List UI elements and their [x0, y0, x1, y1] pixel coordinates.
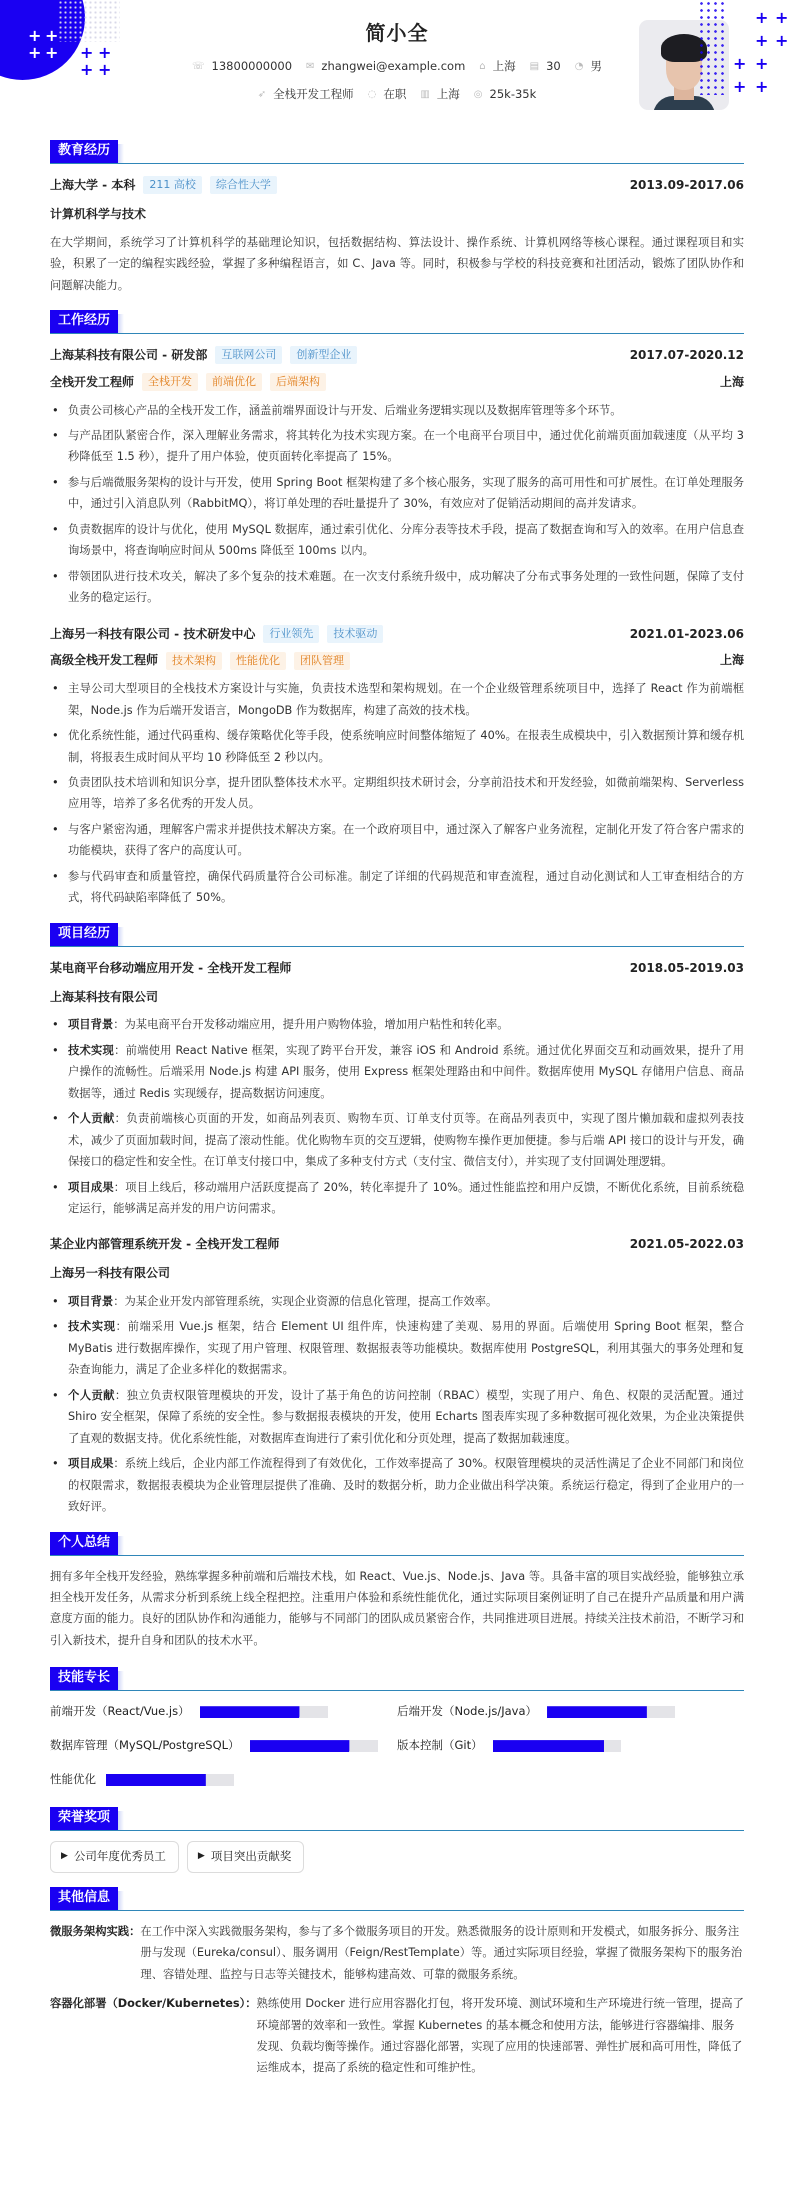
list-item: [50, 1177, 744, 1220]
candidate-name: 简小全: [365, 21, 429, 45]
plus-icon: +: [98, 43, 112, 62]
awards-list: [50, 1841, 744, 1873]
plus-icon: +: [80, 43, 94, 62]
tag: 创新型企业: [290, 346, 357, 364]
phone-text: 13800000000: [211, 59, 293, 73]
bullet-label: 个人贡献: [68, 1112, 115, 1126]
bullet-text: ：为某企业开发内部管理系统，实现企业资源的信息化管理，提高工作效率。: [113, 1295, 498, 1309]
skill-label: 性能优化: [50, 1772, 96, 1787]
plus-icon: +: [755, 31, 769, 50]
bullet-label: 项目成果: [68, 1457, 114, 1471]
project-company: 上海另一科技有限公司: [50, 1266, 171, 1281]
company-name: 上海另一科技有限公司 - 技术研发中心: [50, 626, 256, 641]
bullet-list: [50, 1291, 744, 1518]
skill-bar-fill: [493, 1740, 604, 1752]
work-entry: [50, 623, 744, 909]
position-icon: ➶: [257, 89, 267, 101]
tag: 技术架构: [166, 652, 222, 670]
plus-icon: +: [755, 8, 769, 27]
skill-label: 数据库管理（MySQL/PostgreSQL）: [50, 1738, 240, 1753]
plus-icon: +: [775, 8, 789, 27]
skill-bar: [547, 1706, 675, 1718]
bullet-list: [50, 1014, 744, 1219]
section-title: 技能专长: [50, 1667, 118, 1690]
education-description: 在大学期间，系统学习了计算机科学的基础理论知识，包括数据结构、算法设计、操作系统、计算机网络等核心课程。通过课程项目和实验，积累了一定的编程实践经验，掌握了多种编程语言，如 C、Java 等。同时，积极参与学校的科技竞赛和社团活动，锻炼了团队协作和问题解决能力。: [50, 235, 744, 292]
education-section: [50, 140, 744, 296]
work-location: 上海: [719, 374, 744, 389]
bullet-label: 项目成果: [68, 1180, 114, 1194]
phone-item: [192, 56, 292, 78]
summary-section: [50, 1532, 744, 1652]
location-item: [479, 56, 515, 78]
list-item: [50, 1316, 744, 1380]
tag: 互联网公司: [215, 346, 282, 364]
list-item: • 与客户紧密沟通，理解客户需求并提供技术解决方案。在一个政府项目中，通过深入了解客户业务流程，定制化开发了符合客户需求的功能模块，获得了客户的高度认可。: [50, 819, 744, 862]
skills-grid: [50, 1701, 744, 1791]
skill-item: [50, 1735, 397, 1757]
section-title: 教育经历: [50, 140, 118, 163]
plus-icon: +: [45, 26, 59, 45]
bullet-label: 项目背景: [68, 1018, 114, 1032]
phone-icon: ☏: [192, 61, 205, 73]
bullet-label: 个人贡献: [68, 1388, 115, 1402]
bullet-text: ：项目上线后，移动端用户活跃度提高了 20%，转化率提升了 10%。通过性能监控和用户反馈，不断优化系统，目前系统稳定运行，能够满足高并发的用户访问需求。: [68, 1180, 744, 1215]
tag: 团队管理: [294, 652, 350, 670]
list-item: • 参与后端微服务架构的设计与开发，使用 Spring Boot 框架构建了多个核心服务，实现了服务的高可用性和可扩展性。在订单处理服务中，通过引入消息队列（RabbitMQ），将订单处理的吞吐量提升了 30%，有效应对了促销活动期间的高并发请求。: [50, 472, 744, 515]
section-title: 个人总结: [50, 1532, 118, 1555]
project-company: 上海某科技有限公司: [50, 989, 159, 1004]
age-item: [530, 56, 561, 78]
major: 计算机科学与技术: [50, 206, 147, 221]
plus-icon: +: [733, 54, 747, 73]
skill-bar: [250, 1740, 378, 1752]
bullet-text: ：负责前端核心页面的开发，如商品列表页、购物车页、订单支付页等。在商品列表页中，实现了图片懒加载和虚拟列表技术，减少了页面加载时间，提高了滚动性能。优化购物车页的交互逻辑，使购物车操作更加便捷。参与后端 API 接口的设计与开发，确保接口的稳定性和安全性。在订单支付接口中，集成了多种支付方式（支付宝、微信支付），并实现了支付回调处理逻辑。: [68, 1112, 744, 1169]
work-entry: [50, 344, 744, 609]
location-text: 上海: [492, 59, 516, 73]
bullet-label: 技术实现: [68, 1320, 116, 1334]
tag: 行业领先: [263, 625, 319, 643]
work-section: [50, 310, 744, 909]
gender-item: [575, 56, 602, 78]
list-item: [50, 1385, 744, 1449]
list-item: [50, 1108, 744, 1172]
skill-bar-fill: [547, 1706, 647, 1718]
tag: 前端优化: [206, 373, 262, 391]
status-icon: ◌: [367, 89, 377, 101]
plus-icon: +: [733, 77, 747, 96]
decorative-dots: [698, 0, 728, 95]
mail-icon: ✉: [306, 61, 315, 73]
tag: 后端架构: [270, 373, 326, 391]
tag: 211 高校: [143, 176, 202, 194]
age-text: 30: [546, 59, 561, 73]
skill-bar-fill: [250, 1740, 350, 1752]
city-text: 上海: [436, 87, 460, 101]
list-item: • 优化系统性能，通过代码重构、缓存策略优化等手段，使系统响应时间整体缩短了 40%。在报表生成模块中，引入数据预计算和缓存机制，将报表生成时间从平均 10 秒降低至 2 秒以内。: [50, 725, 744, 768]
gender-text: 男: [590, 59, 602, 73]
award-item: [187, 1841, 304, 1873]
skill-item: [397, 1701, 744, 1723]
list-item: • 负责团队技术培训和知识分享，提升团队整体技术水平。定期组织技术研讨会，分享前沿技术和开发经验，如微前端架构、Serverless 应用等，培养了多名优秀的开发人员。: [50, 772, 744, 815]
skill-item: [50, 1769, 397, 1791]
list-item: • 负责数据库的设计与优化，使用 MySQL 数据库，通过索引优化、分库分表等技术手段，提高了数据查询和写入的效率。在用户信息查询场景中，将查询响应时间从 500ms 降低至 100ms 以内。: [50, 519, 744, 562]
skill-item: [50, 1701, 397, 1723]
email-text: zhangwei@example.com: [321, 59, 466, 73]
skill-bar: [106, 1774, 234, 1786]
awards-section: [50, 1807, 744, 1873]
skill-label: 后端开发（Node.js/Java）: [397, 1704, 538, 1719]
skills-section: [50, 1667, 744, 1791]
award-label: 项目突出贡献奖: [210, 1848, 292, 1863]
section-title: 其他信息: [50, 1887, 118, 1910]
triangle-right-icon: ▶: [61, 1851, 68, 1862]
city-icon: ▥: [420, 89, 430, 101]
skill-item: [397, 1735, 744, 1757]
projects-section: [50, 923, 744, 1518]
age-icon: ▤: [529, 61, 540, 73]
skill-bar-fill: [106, 1774, 206, 1786]
project-entry: [50, 1233, 744, 1517]
other-info-item: [50, 1993, 744, 2079]
award-label: 公司年度优秀员工: [73, 1848, 166, 1863]
gender-icon: ◔: [574, 61, 584, 73]
tag: 技术驱动: [327, 625, 383, 643]
skill-label: 前端开发（React/Vue.js）: [50, 1704, 190, 1719]
position-item: [258, 84, 354, 106]
position-text: 全栈开发工程师: [273, 87, 354, 101]
tag: 综合性大学: [210, 176, 277, 194]
project-name: 某电商平台移动端应用开发 - 全栈开发工程师: [50, 960, 292, 975]
bullet-text: ：前端使用 React Native 框架，实现了跨平台开发，兼容 iOS 和 Android 系统。通过优化界面交互和动画效果，提升了用户操作的流畅性。后端采用 Node.js 构建 API 服务，使用 Express 框架处理路由和中间件。数据库使用 MySQL 存储用户信息、商品数据等，通过 Redis 实现缓存，提高数据访问速度。: [68, 1043, 744, 1100]
tag: 性能优化: [230, 652, 286, 670]
plus-icon: +: [755, 77, 769, 96]
other-info-item: [50, 1921, 744, 1985]
plus-icon: +: [45, 43, 59, 62]
section-title: 项目经历: [50, 923, 118, 946]
bullet-text: ：系统上线后，企业内部工作流程得到了有效优化，工作效率提高了 30%。权限管理模块的灵活性满足了企业不同部门和岗位的权限需求，数据报表模块为企业管理层提供了准确、及时的数据分析，助力企业做出科学决策。系统运行稳定，得到了企业用户的一致好评。: [68, 1457, 744, 1514]
other-info-label: 容器化部署（Docker/Kubernetes）：: [50, 1997, 257, 2011]
bullet-text: ：为某电商平台开发移动端应用，提升用户购物体验，增加用户粘性和转化率。: [113, 1018, 509, 1032]
skill-label: 版本控制（Git）: [397, 1738, 483, 1753]
plus-icon: +: [98, 60, 112, 79]
list-item: [50, 1453, 744, 1517]
section-title: 荣誉奖项: [50, 1807, 118, 1830]
status-item: [368, 84, 407, 106]
salary-text: 25k-35k: [489, 87, 537, 101]
date-range: 2013.09-2017.06: [629, 178, 744, 192]
salary-icon: ◎: [473, 89, 483, 101]
triangle-right-icon: ▶: [197, 1851, 205, 1862]
bullet-text: ：独立负责权限管理模块的开发，设计了基于角色的访问控制（RBAC）模型，实现了用户、角色、权限的灵活配置。通过 Shiro 安全框架，保障了系统的安全性。参与数据报表模块的开发，使用 Echarts 图表库实现了多种数据可视化效果，为企业决策提供了直观的数据支持。优化系统性能，对数据库查询进行了索引优化和分页处理，提高了数据加载速度。: [68, 1388, 744, 1445]
city-item: [420, 84, 459, 106]
date-range: 2017.07-2020.12: [629, 347, 744, 362]
education-entry: [50, 174, 744, 296]
skill-bar-fill: [200, 1706, 300, 1718]
other-info-section: [50, 1887, 744, 2079]
home-icon: ⌂: [479, 61, 486, 73]
school-name: 上海大学 - 本科: [50, 178, 136, 192]
other-info-text: 熟练使用 Docker 进行应用容器化打包，将开发环境、测试环境和生产环境进行统一管理，提高了环境部署的效率和一致性。掌握 Kubernetes 的基本概念和使用方法，能够进行容器编排、服务发现、负载均衡等操作。通过容器化部署，实现了应用的快速部署、弹性扩展和高可用性，降低了运维成本，提高了系统的稳定性和可维护性。: [256, 1997, 744, 2075]
bullet-label: 项目背景: [68, 1295, 114, 1309]
salary-item: [474, 84, 536, 106]
bullet-text: ：前端采用 Vue.js 框架，结合 Element UI 组件库，快速构建了美观、易用的界面。后端使用 Spring Boot 框架，整合 MyBatis 进行数据库操作，实现了用户管理、权限管理、数据报表等功能模块。数据库使用 PostgreSQL，利用其强大的事务处理和复杂查询能力，满足了企业多样化的数据需求。: [68, 1320, 744, 1377]
plus-icon: +: [80, 60, 94, 79]
email-item: [306, 56, 465, 78]
list-item: • 负责公司核心产品的全栈开发工作，涵盖前端界面设计与开发、后端业务逻辑实现以及数据库管理等多个环节。: [50, 400, 744, 421]
company-name: 上海某科技有限公司 - 研发部: [50, 347, 208, 362]
bullet-label: 技术实现: [68, 1043, 115, 1057]
summary-text: 拥有多年全栈开发经验，熟练掌握多种前端和后端技术栈，如 React、Vue.js、Node.js、Java 等。具备丰富的项目实战经验，能够独立承担全栈开发任务，从需求分析到系统上线全程把控。注重用户体验和系统性能优化，通过实际项目案例证明了自己在提升产品质量和用户满意度方面的能力。良好的团队协作和沟通能力，能够与不同部门的团队成员紧密合作，共同推进项目进展。持续关注技术前沿，不断学习和引入新技术，提升自身和团队的技术水平。: [50, 1569, 744, 1647]
project-name: 某企业内部管理系统开发 - 全栈开发工程师: [50, 1237, 280, 1252]
skill-bar: [200, 1706, 328, 1718]
list-item: [50, 1014, 744, 1035]
work-location: 上海: [719, 653, 744, 668]
list-item: [50, 1291, 744, 1312]
bullet-list: [50, 678, 744, 909]
award-item: [50, 1841, 179, 1873]
plus-icon: +: [755, 54, 769, 73]
date-range: 2018.05-2019.03: [629, 960, 744, 975]
date-range: 2021.05-2022.03: [629, 1237, 744, 1252]
skill-bar: [493, 1740, 621, 1752]
list-item: [50, 1040, 744, 1104]
plus-icon: +: [28, 43, 42, 62]
role-title: 全栈开发工程师: [50, 374, 135, 389]
bullet-list: [50, 400, 744, 609]
list-item: • 带领团队进行技术攻关，解决了多个复杂的技术难题。在一次支付系统升级中，成功解决了分布式事务处理的一致性问题，保障了支付业务的稳定运行。: [50, 566, 744, 609]
tag: 全栈开发: [142, 373, 198, 391]
list-item: • 主导公司大型项目的全栈技术方案设计与实施，负责技术选型和架构规划。在一个企业级管理系统项目中，选择了 React 作为前端框架，Node.js 作为后端开发语言，MongoDB 作为数据库，构建了高效的技术栈。: [50, 678, 744, 721]
section-title: 工作经历: [50, 310, 118, 333]
other-info-text: 在工作中深入实践微服务架构，参与了多个微服务项目的开发。熟悉微服务的设计原则和开发模式，如服务拆分、服务注册与发现（Eureka/consul）、服务调用（Feign/RestTemplate）等。通过实际项目经验，掌握了微服务架构下的服务治理、容错处理、监控与日志等关键技术，能够构建高效、可靠的微服务系统。: [140, 1924, 743, 1981]
other-info-label: 微服务架构实践：: [50, 1924, 141, 1938]
project-entry: [50, 957, 744, 1220]
resume-header: [50, 0, 747, 130]
status-text: 在职: [383, 87, 407, 101]
list-item: • 与产品团队紧密合作，深入理解业务需求，将其转化为技术实现方案。在一个电商平台项目中，通过优化前端页面加载速度（从平均 3 秒降低至 1.5 秒），提升了用户体验，使页面转化率提高了 15%。: [50, 425, 744, 468]
plus-icon: +: [28, 26, 42, 45]
role-title: 高级全栈开发工程师: [50, 653, 159, 668]
plus-icon: +: [775, 31, 789, 50]
date-range: 2021.01-2023.06: [629, 626, 744, 641]
list-item: • 参与代码审查和质量管控，确保代码质量符合公司标准。制定了详细的代码规范和审查流程，通过自动化测试和人工审查相结合的方式，将代码缺陷率降低了 50%。: [50, 866, 744, 909]
